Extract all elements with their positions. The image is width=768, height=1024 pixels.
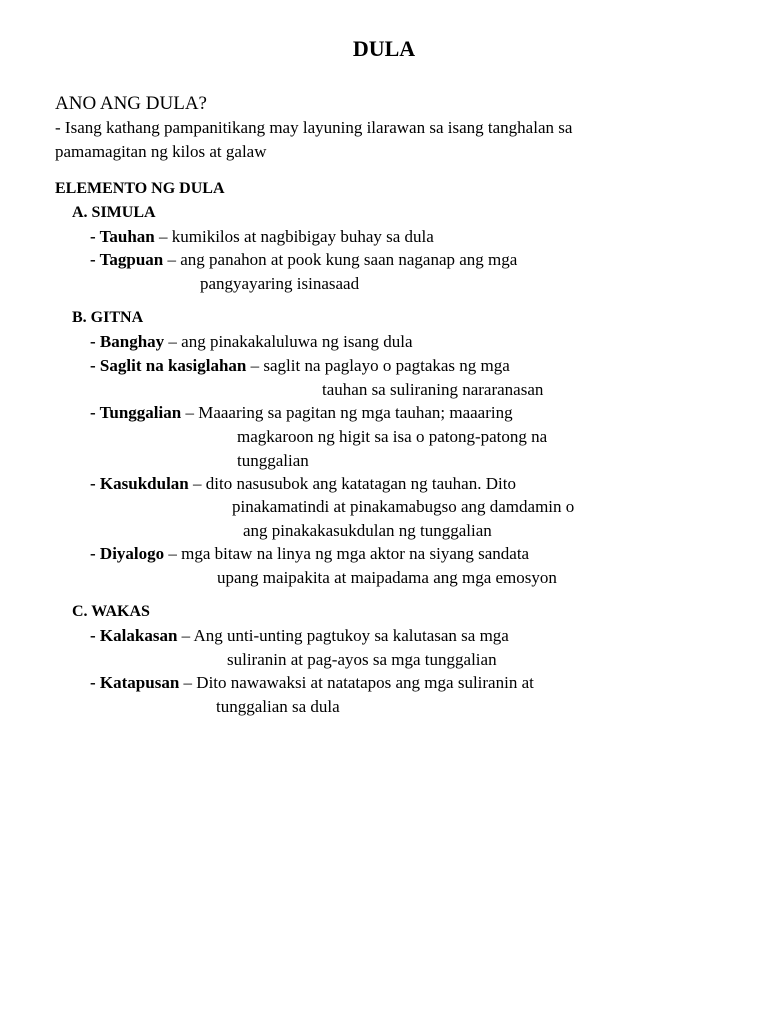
item-term: Diyalogo [99,544,165,563]
item-dash: - [90,544,100,563]
list-item-kalakasan [90,626,509,646]
item-description: – mga bitaw na linya ng mga aktor na siyang sandata [164,544,530,563]
item-dash: - [90,673,100,692]
item-continuation: tunggalian [237,451,309,470]
item-dash: - [90,626,100,645]
item-term: Saglit na kasiglahan [99,356,247,375]
item-description: – Maaaring sa pagitan ng mga tauhan; maaaring [181,403,513,422]
item-continuation: ang pinakakasukdulan ng tunggalian [243,521,492,540]
item-description: – Ang unti-unting pagtukoy sa kalutasan sa mga [177,626,509,645]
section-heading-simula: A. SIMULA [72,204,156,221]
item-dash: - [90,227,100,246]
item-dash: - [90,250,100,269]
item-continuation: suliranin at pag-ayos sa mga tunggalian [227,650,497,669]
intro-answer-line-1: - Isang kathang pampanitikang may layuning ilarawan sa isang tanghalan sa [55,118,573,137]
item-continuation: pinakamatindi at pinakamabugso ang damdamin o [232,497,575,516]
item-description: – saglit na paglayo o pagtakas ng mga [246,356,510,375]
item-term: Tauhan [99,227,155,246]
intro-answer-line-2: pamamagitan ng kilos at galaw [55,142,267,161]
item-description: – dito nasusubok ang katatagan ng tauhan. Dito [188,474,516,493]
list-item-diyalogo [90,544,529,564]
list-item-banghay [90,332,413,352]
item-term: Katapusan [99,673,180,692]
list-item-saglit-na-kasiglahan [90,356,510,376]
list-item-tagpuan [90,250,517,270]
section-heading-gitna: B. GITNA [72,309,144,326]
list-item-tauhan [90,227,434,247]
item-term: Kalakasan [99,626,178,645]
item-dash: - [90,403,100,422]
item-continuation: tunggalian sa dula [216,697,340,716]
section-heading-wakas: C. WAKAS [72,603,150,620]
item-continuation: pangyayaring isinasaad [200,274,360,293]
item-term: Tunggalian [99,403,182,422]
item-description: – ang pinakakaluluwa ng isang dula [164,332,413,351]
item-term: Kasukdulan [99,474,189,493]
item-description: – ang panahon at pook kung saan naganap ang mga [163,250,518,269]
item-dash: - [90,356,100,375]
item-term: Banghay [99,332,165,351]
item-description: – kumikilos at nagbibigay buhay sa dula [154,227,434,246]
item-continuation: upang maipakita at maipadama ang mga emosyon [217,568,557,587]
item-continuation: tauhan sa suliraning nararanasan [322,380,544,399]
item-description: – Dito nawawaksi at natatapos ang mga suliranin at [179,673,534,692]
page-title: DULA [352,36,416,61]
item-continuation: magkaroon ng higit sa isa o patong-patong na [237,427,548,446]
list-item-katapusan [90,673,534,693]
item-term: Tagpuan [99,250,164,269]
list-item-kasukdulan [90,474,516,494]
elements-heading: ELEMENTO NG DULA [55,180,225,197]
item-dash: - [90,332,100,351]
item-dash: - [90,474,100,493]
intro-question: ANO ANG DULA? [55,93,207,114]
list-item-tunggalian [90,403,513,423]
